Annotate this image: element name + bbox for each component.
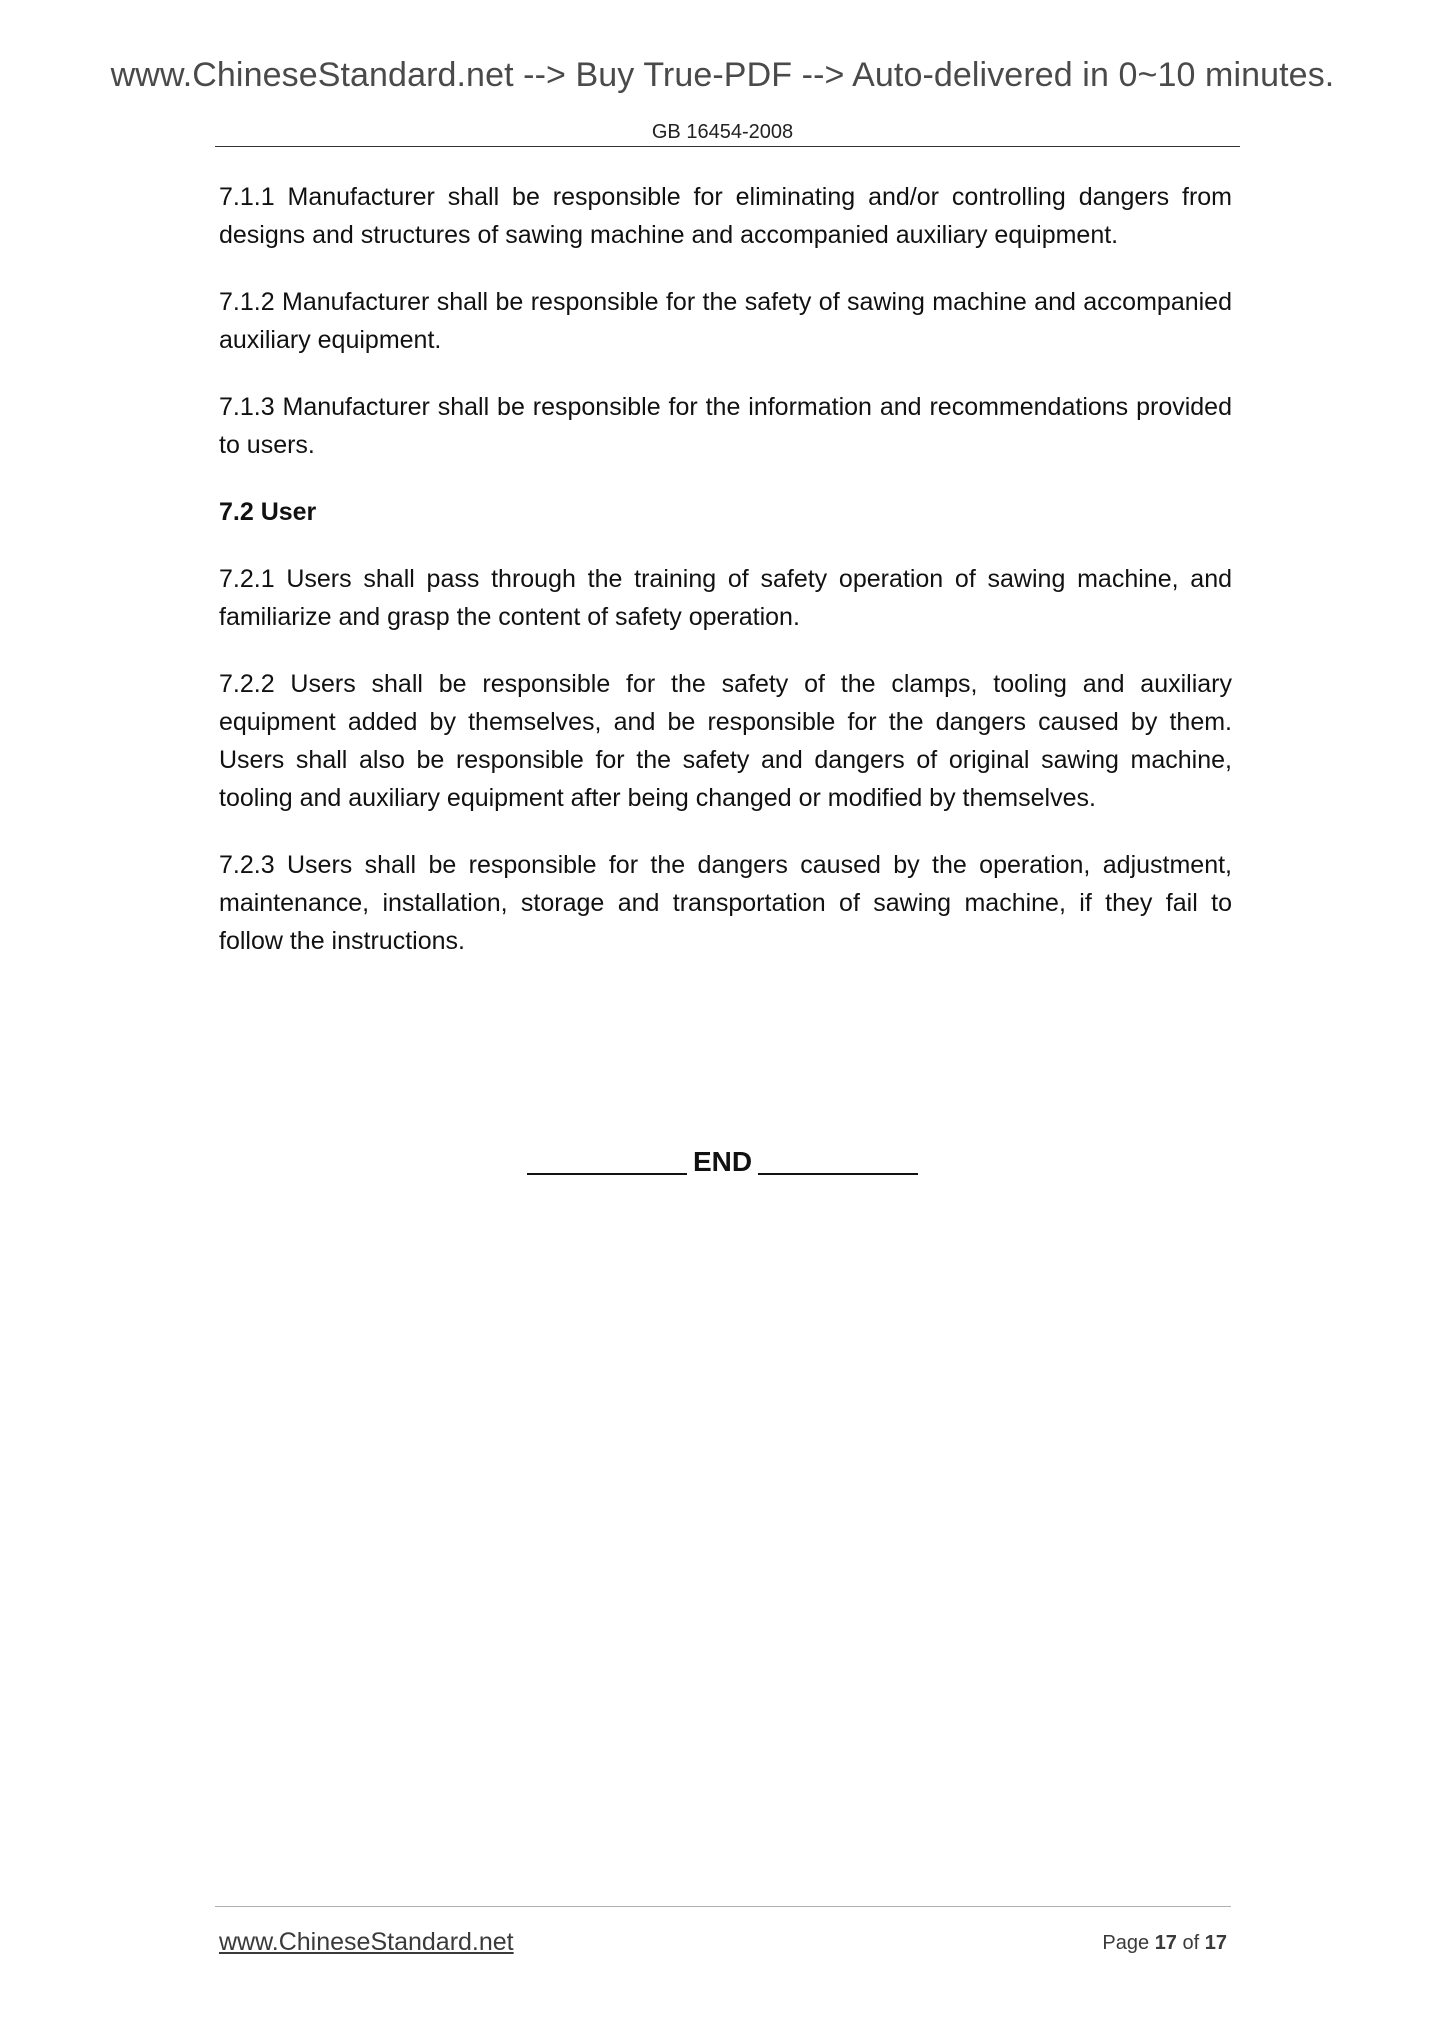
header-banner: www.ChineseStandard.net --> Buy True-PDF --> Auto-delivered in 0~10 minutes. bbox=[110, 56, 1335, 94]
end-text: END bbox=[692, 1146, 753, 1177]
clause-7-1-1: 7.1.1 Manufacturer shall be responsible for eliminating and/or controlling dangers from designs and structures of sawing machine and accompanied auxiliary equipment. bbox=[219, 183, 1232, 249]
page-of: of bbox=[1182, 1932, 1200, 1954]
clause-7-2-3: 7.2.3 Users shall be responsible for the dangers caused by the operation, adjustment, maintenance, installation, storage and transportation of sawing machine, if they fail to follow the instructions. bbox=[219, 851, 1232, 955]
clause-7-1-2: 7.1.2 Manufacturer shall be responsible for the safety of sawing machine and accompanied auxiliary equipment. bbox=[219, 288, 1232, 354]
header-divider bbox=[215, 146, 1240, 147]
page-prefix: Page bbox=[1102, 1932, 1150, 1954]
section-heading-7-2: 7.2 User bbox=[219, 498, 317, 526]
page-current: 17 bbox=[1154, 1932, 1177, 1954]
clause-7-2-1: 7.2.1 Users shall pass through the training of safety operation of sawing machine, and familiarize and grasp the content of safety operation. bbox=[219, 565, 1232, 631]
document-code: GB 16454-2008 bbox=[651, 121, 794, 143]
end-line-left bbox=[527, 1173, 687, 1175]
document-body bbox=[219, 178, 1232, 989]
page-number bbox=[1102, 1932, 1227, 1955]
clause-7-1-3: 7.1.3 Manufacturer shall be responsible for the information and recommendations provided to users. bbox=[219, 393, 1232, 459]
footer-site-link[interactable]: www.ChineseStandard.net bbox=[219, 1928, 514, 1956]
end-line-right bbox=[758, 1173, 918, 1175]
end-marker bbox=[0, 1146, 1445, 1178]
footer-divider bbox=[215, 1906, 1231, 1907]
clause-7-2-2: 7.2.2 Users shall be responsible for the safety of the clamps, tooling and auxiliary equipment added by themselves, and be responsible for the dangers caused by them. Users shall also be responsible for the safety and dangers of original sawing machine, tooling and auxiliary equipment after being changed or modified by themselves. bbox=[219, 670, 1232, 812]
page-total: 17 bbox=[1204, 1932, 1227, 1954]
